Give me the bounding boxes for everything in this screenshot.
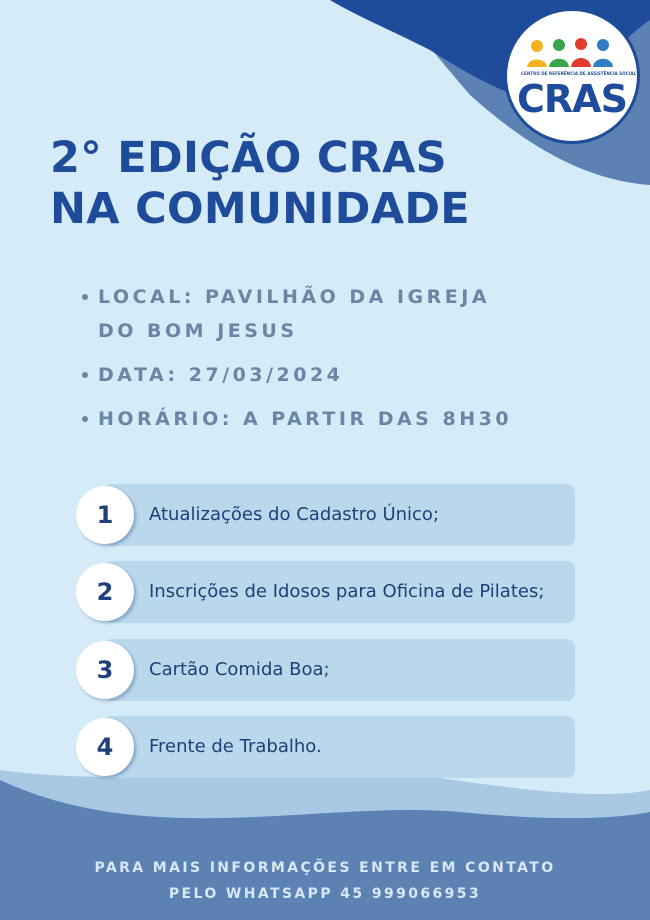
service-item-text: Frente de Trabalho.	[149, 736, 322, 757]
title-line-2: NA COMUNIDADE	[50, 184, 470, 234]
event-info-list	[76, 280, 512, 446]
title-line-1: 2° EDIÇÃO CRAS	[50, 133, 447, 183]
logo-wordmark: CRAS	[517, 77, 627, 121]
service-item-text: Atualizações do Cadastro Único;	[149, 504, 440, 525]
service-number-badge: 2	[76, 563, 134, 621]
footer-line-2: PELO WHATSAPP 45 999066953	[168, 886, 482, 902]
people-icon	[507, 11, 637, 141]
service-item-1	[104, 484, 575, 546]
service-item-text: Cartão Comida Boa;	[149, 659, 330, 680]
info-local-line-2: DO BOM JESUS	[98, 320, 298, 342]
info-local	[76, 280, 512, 348]
cras-logo	[507, 11, 637, 141]
info-date: DATA: 27/03/2024	[76, 358, 512, 392]
service-number-badge: 1	[76, 486, 134, 544]
service-number-badge: 4	[76, 718, 134, 776]
service-number-badge: 3	[76, 641, 134, 699]
service-item-text: Inscrições de Idosos para Oficina de Pilates;	[149, 581, 545, 602]
logo-subtitle: CENTRO DE REFERÊNCIA DE ASSISTÊNCIA SOCIAL	[521, 71, 637, 76]
info-local-line-1: LOCAL: PAVILHÃO DA IGREJA	[98, 286, 491, 308]
service-item-4	[104, 716, 575, 778]
info-time: HORÁRIO: A PARTIR DAS 8H30	[76, 402, 512, 436]
footer-line-1: PARA MAIS INFORMAÇÕES ENTRE EM CONTATO	[94, 860, 556, 876]
contact-footer	[0, 855, 650, 907]
service-item-3	[104, 639, 575, 701]
service-item-2	[104, 561, 575, 623]
page-title	[50, 133, 470, 235]
